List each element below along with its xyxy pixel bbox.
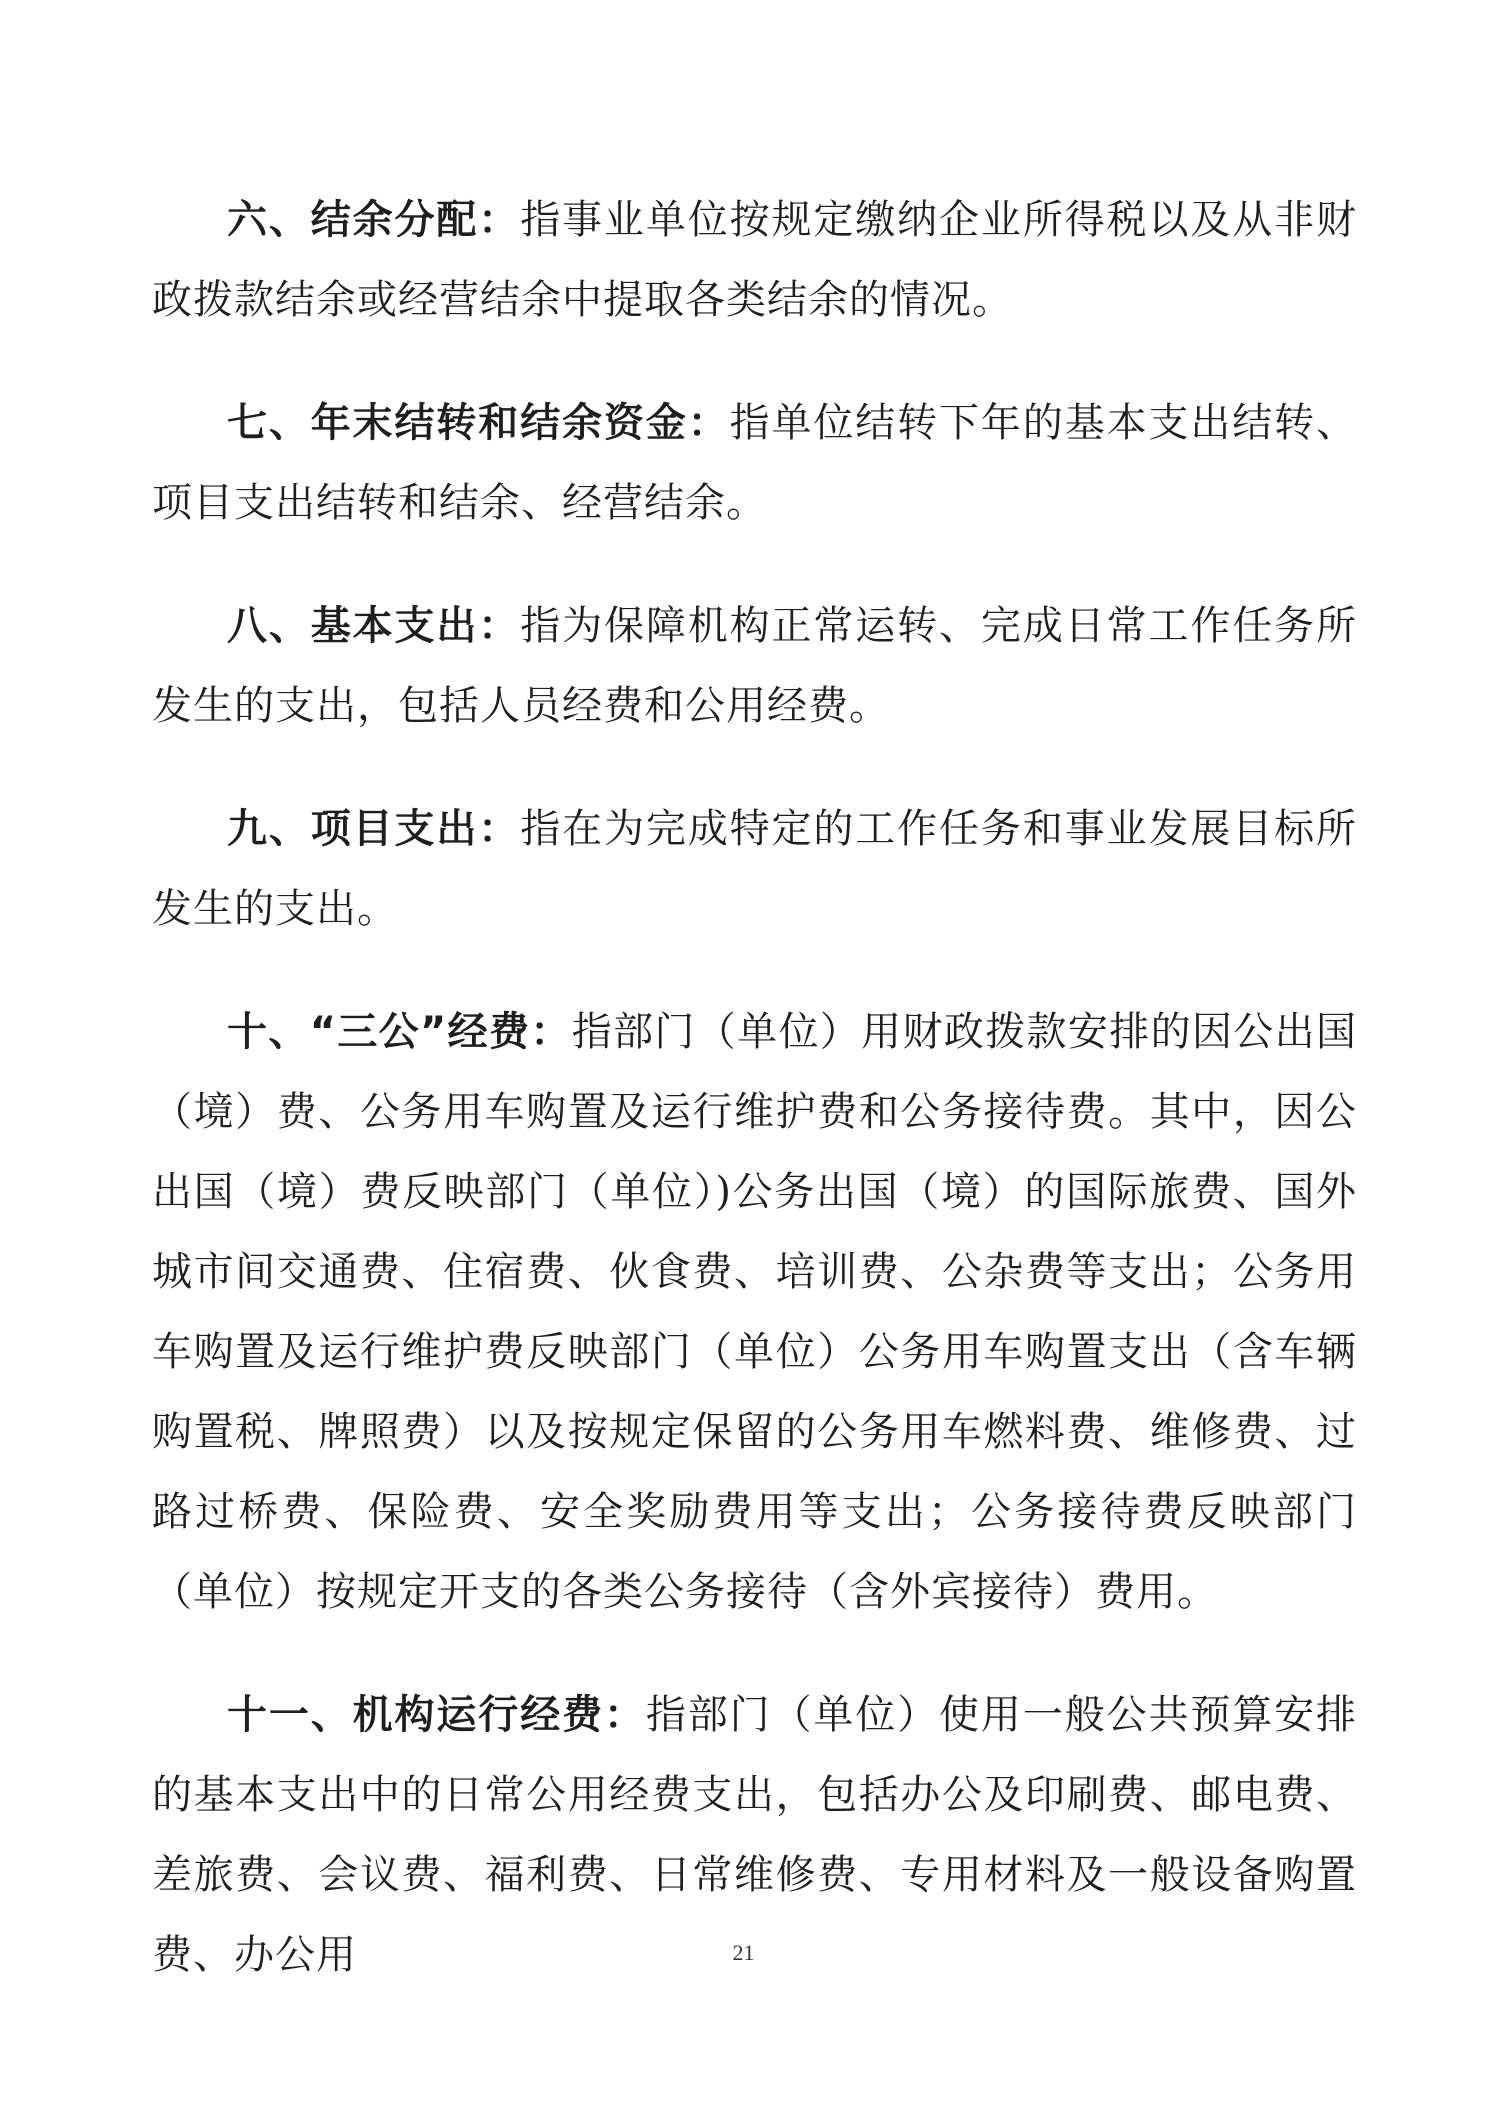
paragraph-year-end-carryover (152, 383, 1357, 543)
term-basic-expenditure: 八、基本支出： (227, 603, 521, 649)
term-three-public-expenses: 十、“三公”经费： (227, 1009, 572, 1055)
definition-basic-expenditure: 指为保障机构正常运转、完成日常工作任务所发生的支出，包括人员经费和公用经费。 (152, 603, 1358, 729)
term-year-end-carryover: 七、年末结转和结余资金： (227, 400, 730, 446)
document-body (152, 180, 1357, 2038)
paragraph-three-public-expenses (152, 992, 1357, 1632)
page-number: 21 (732, 1940, 755, 1965)
term-operating-funds: 十一、机构运行经费： (227, 1692, 646, 1738)
definition-year-end-carryover: 指单位结转下年的基本支出结转、项目支出结转和结余、经营结余。 (152, 400, 1358, 526)
paragraph-project-expenditure (152, 789, 1357, 949)
term-surplus-distribution: 六、结余分配： (227, 197, 521, 243)
definition-project-expenditure: 指在为完成特定的工作任务和事业发展目标所发生的支出。 (152, 806, 1358, 932)
definition-surplus-distribution: 指事业单位按规定缴纳企业所得税以及从非财政拨款结余或经营结余中提取各类结余的情况。 (152, 197, 1358, 323)
definition-three-public-expenses: 指部门（单位）用财政拨款安排的因公出国（境）费、公务用车购置及运行维护费和公务接待费。其中，因公出国（境）费反映部门（单位）)公务出国（境）的国际旅费、国外城市间交通费、住宿费、伙食费、培训费、公杂费等支出；公务用车购置及运行维护费反映部门（单位）公务用车购置支出（含车辆购置税、牌照费）以及按规定保留的公务用车燃料费、维修费、过路过桥费、保险费、安全奖励费用等支出；公务接待费反映部门（单位）按规定开支的各类公务接待（含外宾接待）费用。 (152, 1009, 1357, 1615)
definition-operating-funds: 指部门（单位）使用一般公共预算安排的基本支出中的日常公用经费支出，包括办公及印刷费、邮电费、差旅费、会议费、福利费、日常维修费、专用材料及一般设备购置费、办公用 (152, 1692, 1358, 1978)
paragraph-basic-expenditure (152, 586, 1357, 746)
term-project-expenditure: 九、项目支出： (227, 806, 521, 852)
paragraph-surplus-distribution (152, 180, 1357, 340)
